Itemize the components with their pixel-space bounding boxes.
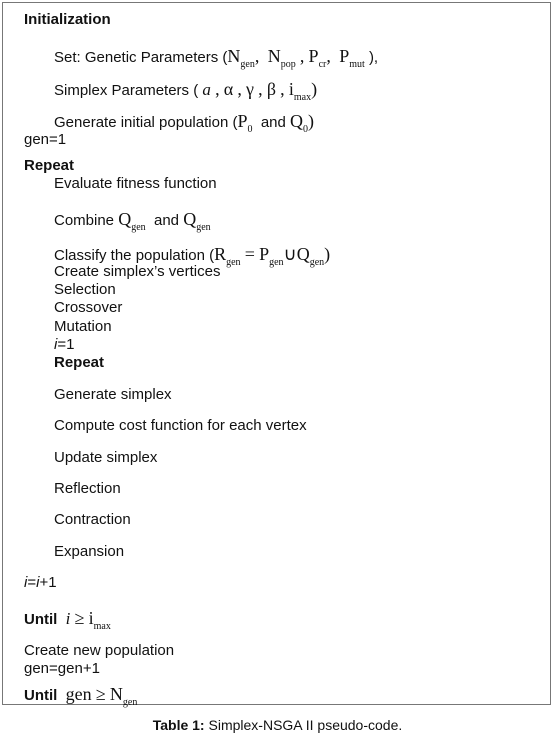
beta-symbol: β xyxy=(266,79,276,99)
n-pop-symbol: N xyxy=(267,46,281,66)
close-paren: ) xyxy=(324,244,331,264)
compute-cost-line: Compute cost function for each vertex xyxy=(54,417,307,434)
n-gen-symbol: N xyxy=(227,46,241,66)
cr-subscript: cr xyxy=(318,59,327,70)
geq-symbol: ≥ xyxy=(74,608,85,628)
genetic-parameters-line xyxy=(54,47,378,74)
gen-subscript: gen xyxy=(240,59,255,70)
gen-subscript: gen xyxy=(269,257,284,268)
a-symbol: a xyxy=(202,80,211,99)
until-keyword: Until xyxy=(24,611,58,628)
table-caption xyxy=(0,716,555,734)
combine-word: Combine xyxy=(54,212,115,229)
q0-symbol: Q xyxy=(290,111,304,131)
q-symbol: Q xyxy=(296,244,310,264)
inner-repeat-heading: Repeat xyxy=(54,354,105,371)
max-subscript: max xyxy=(93,621,111,632)
comma: , xyxy=(215,79,220,99)
plus-one: +1 xyxy=(39,574,57,591)
comma: , xyxy=(326,46,331,66)
simplex-label: Simplex Parameters ( xyxy=(54,82,199,99)
gamma-symbol: γ xyxy=(246,79,254,99)
comma: , xyxy=(254,46,260,66)
i-max-symbol: i xyxy=(288,79,294,99)
i-symbol: i xyxy=(65,609,71,628)
contraction-line: Contraction xyxy=(54,511,131,528)
classify-label: Classify the population ( xyxy=(54,247,215,264)
combine-line xyxy=(54,210,211,237)
caption-text: Simplex-NSGA II pseudo-code. xyxy=(204,717,403,733)
p-symbol: P xyxy=(259,244,270,264)
i-variable: i xyxy=(36,574,40,591)
alpha-symbol: α xyxy=(223,79,234,99)
i-max-symbol: i xyxy=(88,608,94,628)
comma: , xyxy=(280,79,285,99)
generate-simplex-line: Generate simplex xyxy=(54,386,172,403)
mutation-line: Mutation xyxy=(54,318,112,335)
q-gen-symbol: Q xyxy=(118,209,132,229)
repeat-heading: Repeat xyxy=(24,157,75,174)
zero-subscript: 0 xyxy=(303,124,309,135)
close-comma: ), xyxy=(368,49,379,66)
generate-label: Generate initial population ( xyxy=(54,114,238,131)
crossover-line: Crossover xyxy=(54,299,123,316)
gen-symbol: gen xyxy=(65,684,92,704)
and-word: and xyxy=(154,212,180,229)
gen-init-line: gen=1 xyxy=(24,131,67,148)
update-simplex-line: Update simplex xyxy=(54,449,158,466)
comma: , xyxy=(258,79,263,99)
i-variable: i xyxy=(24,574,28,591)
p-mut-symbol: P xyxy=(339,46,350,66)
equals: = xyxy=(244,244,255,264)
i-variable: i xyxy=(54,336,58,353)
generate-population-line xyxy=(54,112,314,139)
q-gen-symbol: Q xyxy=(183,209,197,229)
gen-subscript: gen xyxy=(131,222,146,233)
close-paren: ) xyxy=(311,79,318,99)
max-subscript: max xyxy=(293,92,312,103)
expansion-line: Expansion xyxy=(54,543,125,560)
union-symbol: ∪ xyxy=(283,244,297,264)
r-symbol: R xyxy=(214,244,227,264)
geq-symbol: ≥ xyxy=(95,684,106,704)
vertices-line: Create simplex’s vertices xyxy=(54,263,221,280)
close-paren: ) xyxy=(308,111,315,131)
p0-symbol: P xyxy=(237,111,248,131)
equals: = xyxy=(27,574,37,591)
gen-subscript: gen xyxy=(226,257,241,268)
gen-subscript: gen xyxy=(122,697,138,708)
i-increment-line xyxy=(24,574,57,592)
zero-subscript: 0 xyxy=(247,124,253,135)
caption-label: Table 1: xyxy=(152,717,205,733)
initialization-heading: Initialization xyxy=(24,11,111,28)
evaluate-line: Evaluate fitness function xyxy=(54,175,217,192)
set-label: Set: Genetic Parameters ( xyxy=(54,49,228,66)
reflection-line: Reflection xyxy=(54,480,121,497)
p-cr-symbol: P xyxy=(308,46,319,66)
simplex-parameters-line xyxy=(54,80,317,107)
comma: , xyxy=(237,79,242,99)
create-new-line: Create new population xyxy=(24,642,175,659)
until-imax-line xyxy=(24,609,111,636)
until-keyword: Until xyxy=(24,687,58,704)
i-init-value: =1 xyxy=(57,336,75,353)
mut-subscript: mut xyxy=(349,59,365,70)
gen-subscript: gen xyxy=(309,257,325,268)
gen-increment-line: gen=gen+1 xyxy=(24,660,100,677)
selection-line: Selection xyxy=(54,281,116,298)
until-gen-line xyxy=(24,685,137,712)
and-word: and xyxy=(260,114,286,131)
gen-subscript: gen xyxy=(196,222,211,233)
i-init-line xyxy=(54,336,74,354)
pop-subscript: pop xyxy=(280,59,296,70)
n-gen-symbol: N xyxy=(109,684,123,704)
comma: , xyxy=(299,46,305,66)
